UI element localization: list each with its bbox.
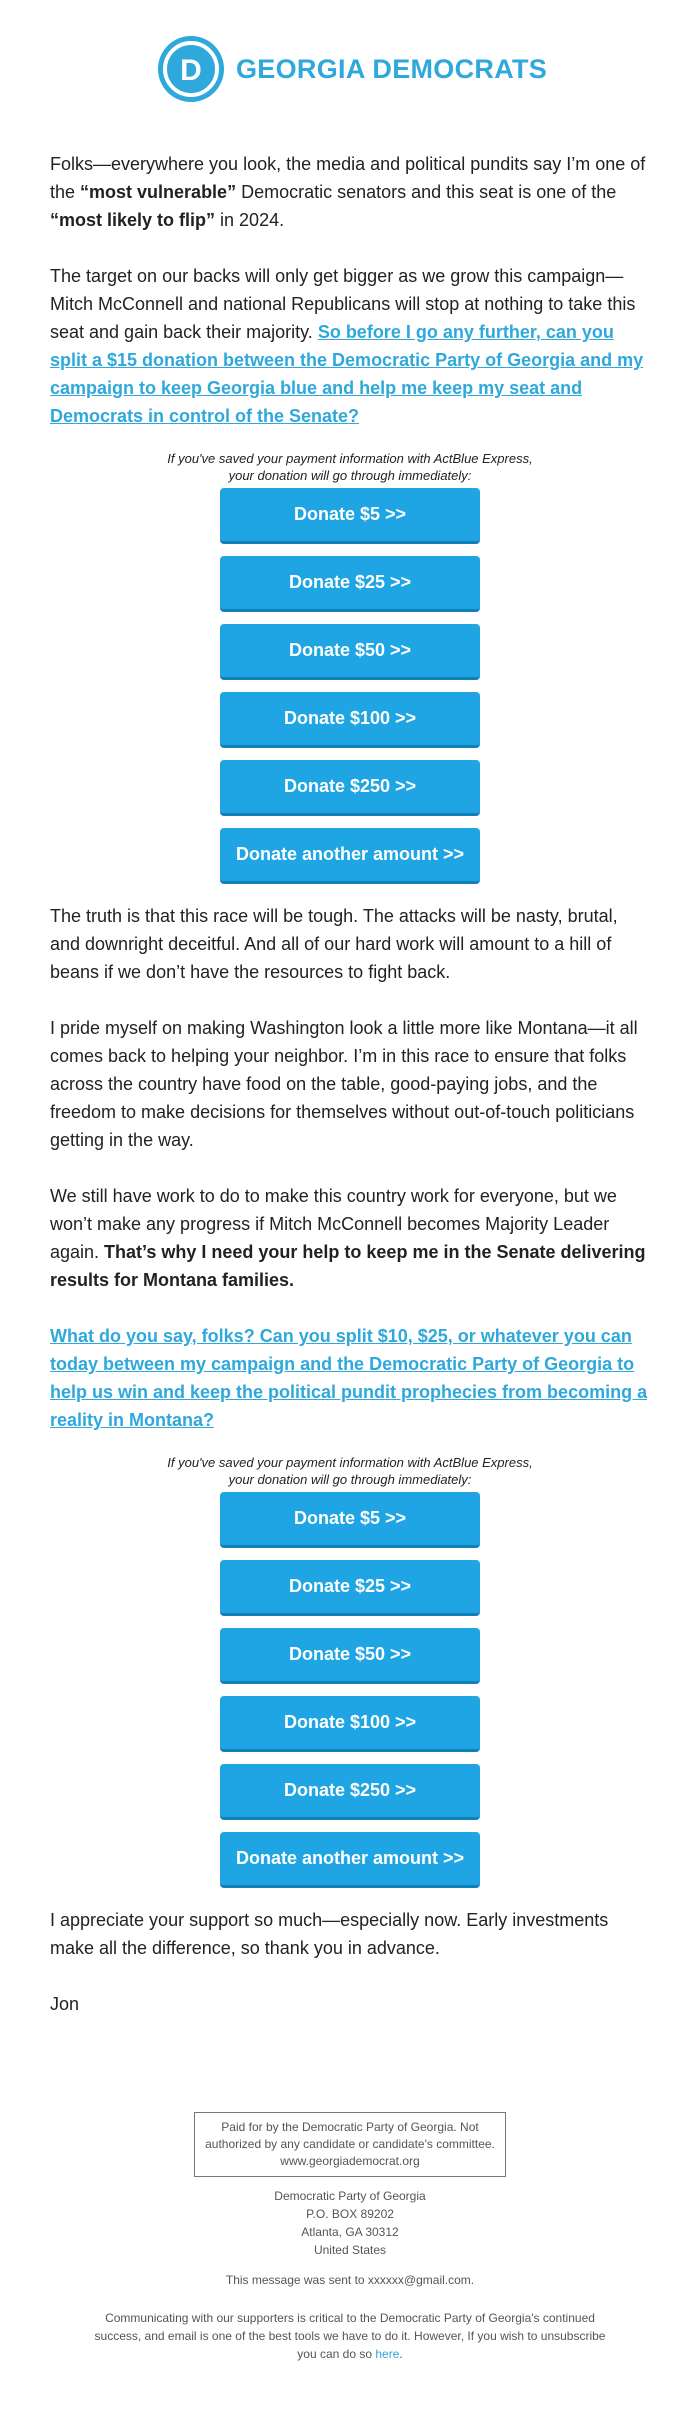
paid-for-disclaimer — [194, 2112, 506, 2177]
donate-250-button[interactable]: Donate $250 >> — [220, 760, 480, 816]
mailing-address — [0, 2187, 700, 2259]
georgia-democrats-logo[interactable] — [158, 36, 547, 102]
text: The target on our backs will only get bigger as we grow this campaign—Mitch McConnell and national Republicans will stop at nothing to take this seat and gain back their majority. — [50, 266, 636, 342]
city-line: Atlanta, GA 30312 — [301, 2225, 399, 2239]
paragraph-thanks: I appreciate your support so much—especially now. Early investments make all the difference, so thank you in advance. — [50, 1910, 609, 1958]
paragraph-tough-race: The truth is that this race will be tough. The attacks will be nasty, brutal, and downright deceitful. And all of our hard work will amount to a hill of beans if we don’t have the resources to fight back. — [50, 906, 618, 982]
donate-50-button[interactable]: Donate $50 >> — [220, 1628, 480, 1684]
actblue-express-note — [50, 450, 650, 484]
bold-text: “most vulnerable” — [80, 182, 237, 202]
donate-25-button[interactable]: Donate $25 >> — [220, 556, 480, 612]
donate-button-group-2 — [50, 1492, 650, 1900]
note-line: your donation will go through immediately: — [228, 468, 472, 483]
email-footer — [0, 2112, 700, 2363]
recipient-email: xxxxxx@gmail.com — [367, 2273, 471, 2287]
donate-ask-link[interactable]: So before I go any further, can you split a $15 donation between the Democratic Party of Georgia and my campaign to keep Georgia blue and help me keep my seat and Democrats in control of the Senate? — [50, 322, 644, 426]
donate-5-button[interactable]: Donate $5 >> — [220, 488, 480, 544]
paid-by-text: Paid for by the Democratic Party of Georgia. Not authorized by any candidate or candidate's committee. — [205, 2120, 495, 2151]
text: We still have work to do to make this country work for everyone, but we won’t make any progress if Mitch McConnell becomes Majority Leader again. — [50, 1186, 617, 1262]
signature: Jon — [50, 1994, 80, 2014]
note-line: If you've saved your payment information with ActBlue Express, — [167, 1455, 533, 1470]
actblue-express-note-2 — [50, 1454, 650, 1488]
donate-25-button[interactable]: Donate $25 >> — [220, 1560, 480, 1616]
sent-to-notice — [0, 2273, 700, 2287]
donate-100-button[interactable]: Donate $100 >> — [220, 1696, 480, 1752]
donate-5-button[interactable]: Donate $5 >> — [220, 1492, 480, 1548]
unsubscribe-link[interactable]: here — [375, 2347, 400, 2361]
text: Democratic senators and this seat is one of the — [236, 182, 617, 202]
donate-ask-link-2[interactable]: What do you say, folks? Can you split $10, $25, or whatever you can today between my campaign and the Democratic Party of Georgia to help us win and keep the political pundit prophecies from becoming a reality in Montana? — [50, 1326, 648, 1430]
po-box: P.O. BOX 89202 — [306, 2207, 394, 2221]
text: Communicating with our supporters is critical to the Democratic Party of Georgia's continued success, and email is one of the best tools we have to do it. However, If you wish to unsubscribe you can do so — [94, 2311, 606, 2361]
donate-other-amount-button[interactable]: Donate another amount >> — [220, 828, 480, 884]
text: . — [470, 2273, 475, 2287]
paragraph-ask — [50, 1322, 650, 1434]
website-text: www.georgiademocrat.org — [280, 2154, 420, 2168]
donate-50-button[interactable]: Donate $50 >> — [220, 624, 480, 680]
paragraph-intro — [50, 150, 650, 234]
donate-button-group — [50, 488, 650, 896]
bold-text: That’s why I need your help to keep me in the Senate delivering results for Montana families. — [50, 1242, 646, 1290]
text: . — [399, 2347, 403, 2361]
donate-100-button[interactable]: Donate $100 >> — [220, 692, 480, 748]
org-name: Democratic Party of Georgia — [274, 2189, 426, 2203]
text: in 2024. — [215, 210, 285, 230]
note-line: If you've saved your payment information with ActBlue Express, — [167, 451, 533, 466]
donate-other-amount-button[interactable]: Donate another amount >> — [220, 1832, 480, 1888]
text: This message was sent to — [225, 2273, 368, 2287]
unsubscribe-notice — [90, 2309, 610, 2363]
country-line: United States — [313, 2243, 387, 2257]
paragraph-montana: I pride myself on making Washington look a little more like Montana—it all comes back to helping your neighbor. I’m in this race to ensure that folks across the country have food on the table, good-paying jobs, and the freedom to make decisions for themselves without out-of-touch politicians getting in the way. — [50, 1018, 638, 1150]
email-body — [50, 150, 650, 2018]
logo-text: GEORGIA DEMOCRATS — [236, 53, 548, 84]
logo-letter: D — [180, 54, 202, 87]
paragraph-target — [50, 262, 650, 430]
text: Folks—everywhere you look, the media and political pundits say I’m one of the — [50, 154, 646, 202]
bold-text: “most likely to flip” — [50, 210, 216, 230]
democrat-d-icon — [158, 36, 224, 102]
donate-250-button[interactable]: Donate $250 >> — [220, 1764, 480, 1820]
paragraph-work-to-do — [50, 1182, 650, 1294]
note-line: your donation will go through immediately: — [228, 1472, 472, 1487]
